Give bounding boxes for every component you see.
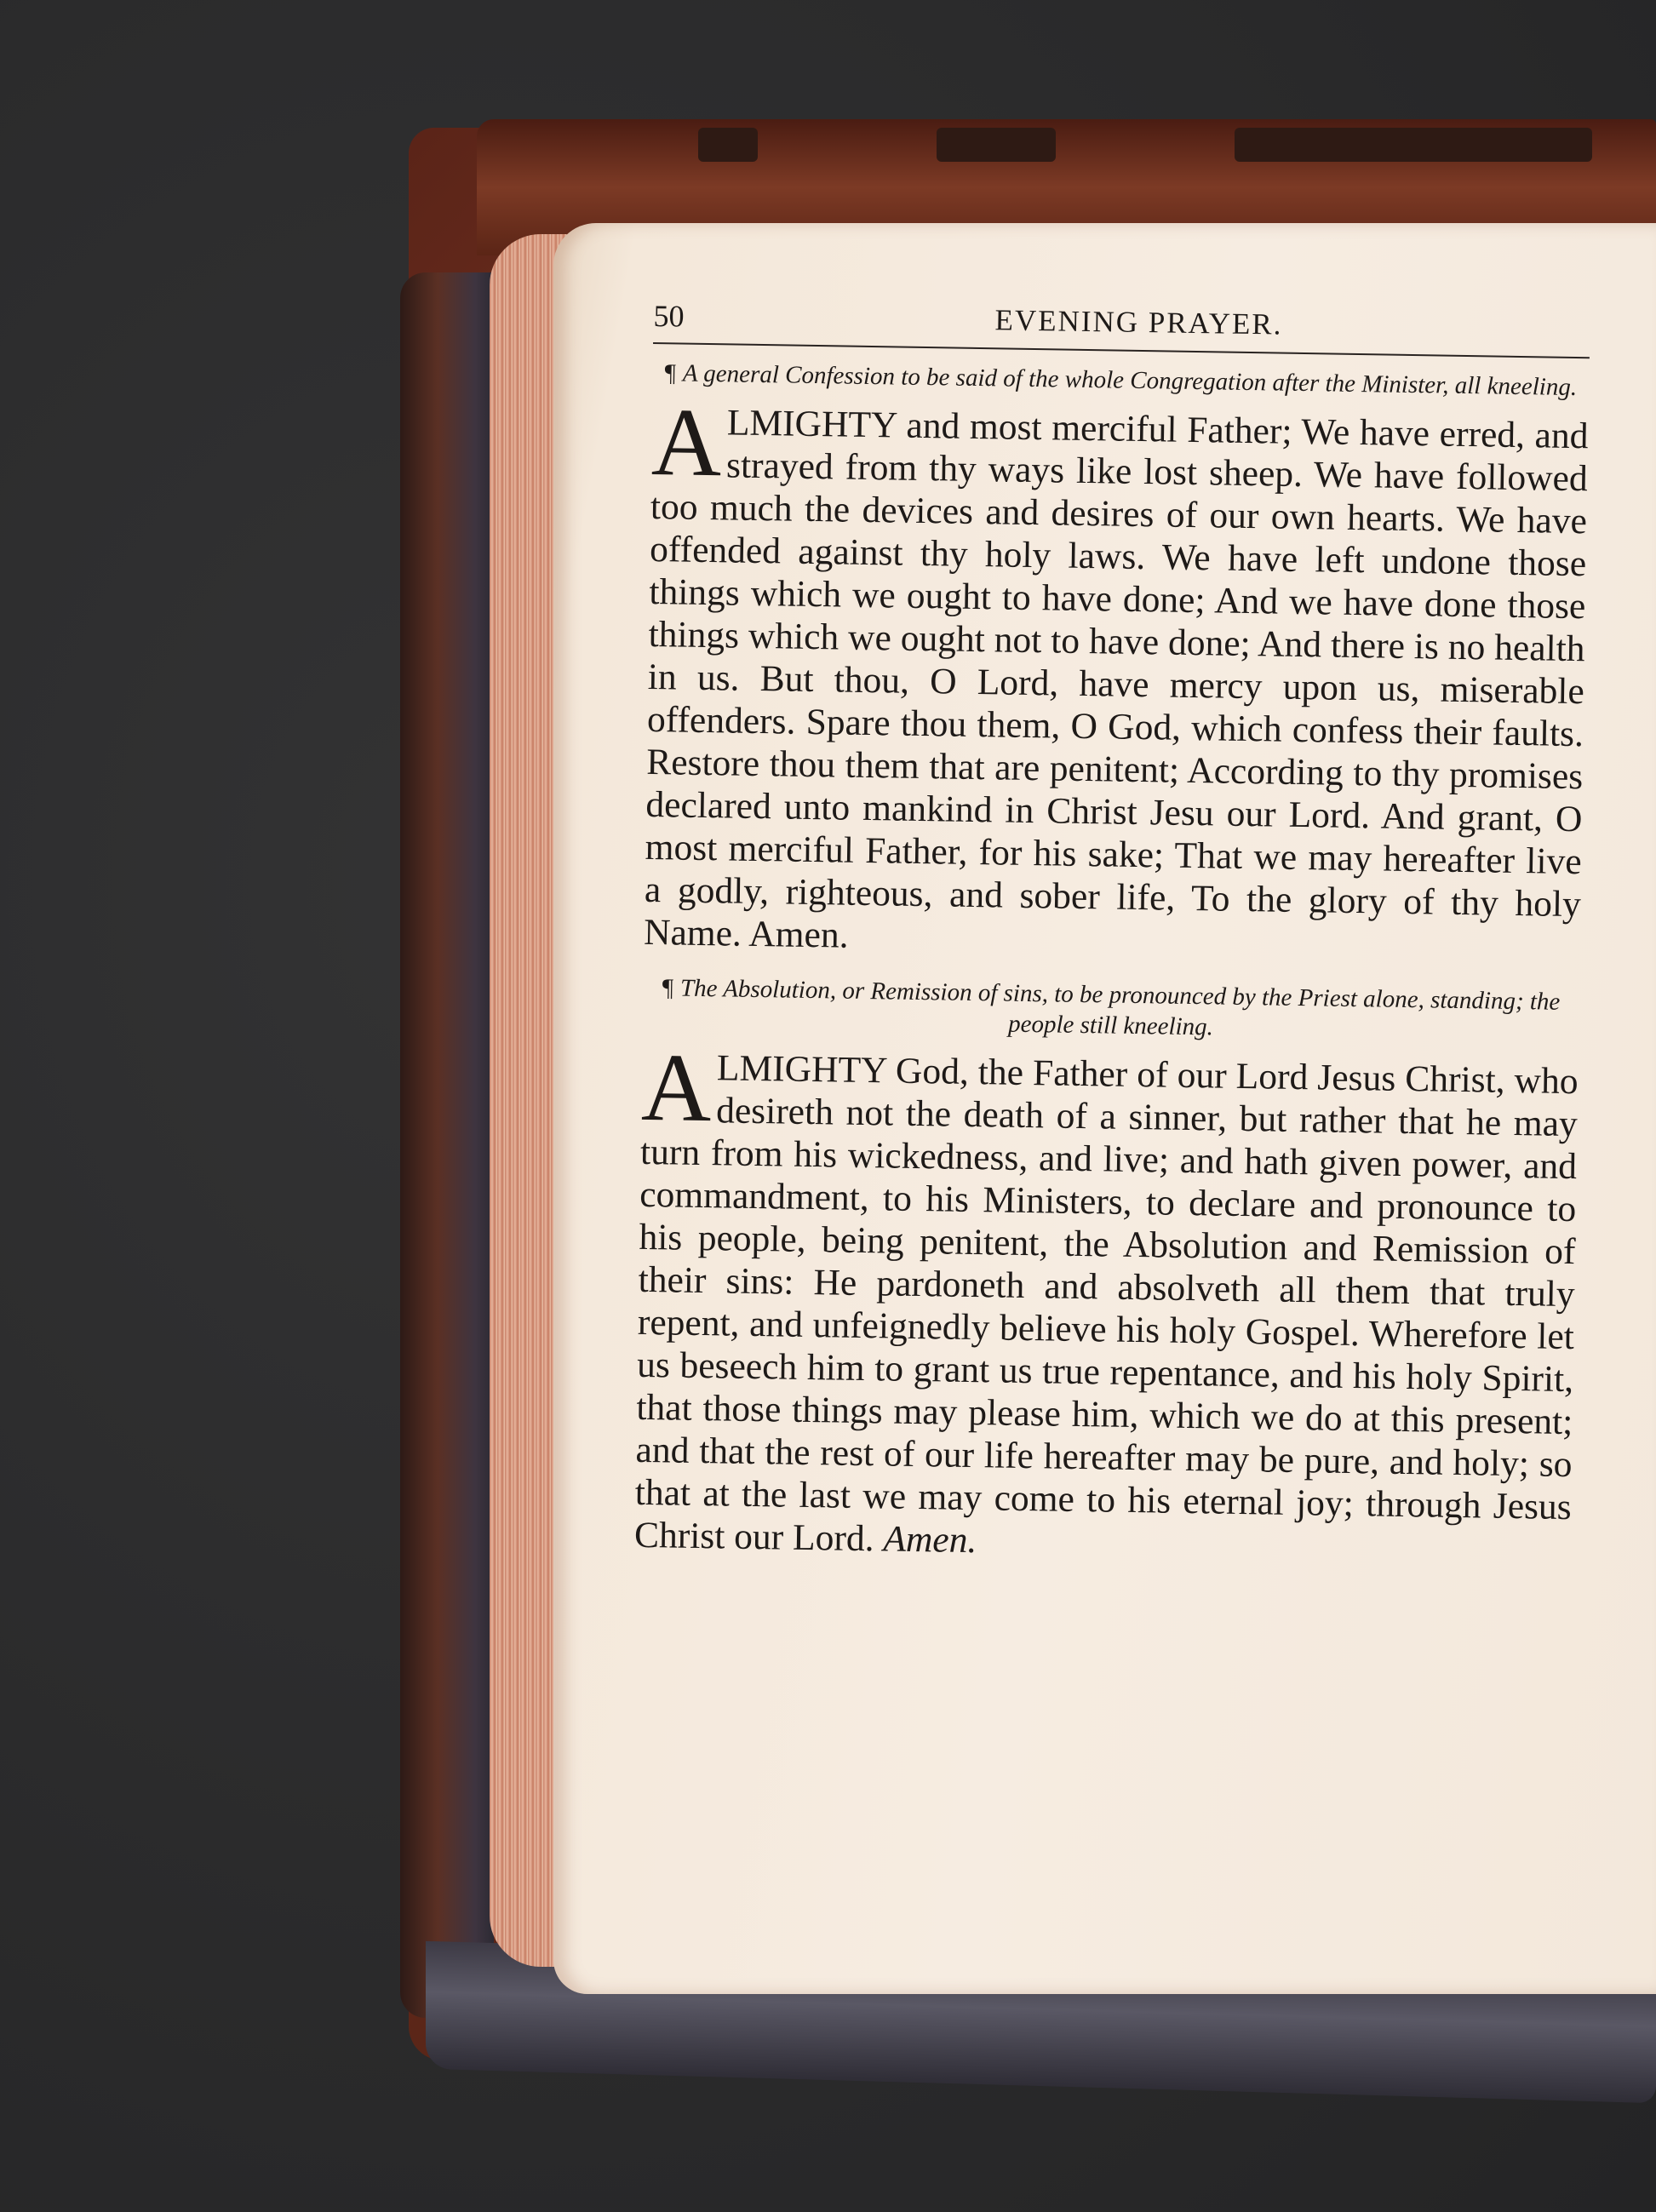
- running-head: [653, 291, 1590, 358]
- page-title: EVENING PRAYER.: [994, 303, 1283, 341]
- binding-tab: [698, 128, 758, 162]
- confession-text: [643, 387, 1589, 968]
- confession-rubric-text: A general Confession to be said of the whole Congregation after the Minister, all kneeling.: [682, 359, 1578, 402]
- absolution-rubric: [642, 972, 1579, 1048]
- absolution-rubric-text: The Absolution, or Remission of sins, to be pronounced by the Priest alone, standing; the people still kneeling.: [679, 974, 1561, 1041]
- amen-word: Amen.: [883, 1518, 977, 1562]
- confession-rubric: [652, 358, 1589, 403]
- page-number: 50: [653, 298, 685, 334]
- confession-body: LMIGHTY and most merciful Father; We have erred, and strayed from thy ways like lost sheep. We have followed too much the devices and desires of our own hearts. We have offended against thy holy laws. We have left undone those things which we ought to have done; And we have done those things which we ought not to have done; And there is no health in us. But thou, O Lord, have mercy upon us, miserable offenders. Spare thou them, O God, which confess their faults. Restore thou them that are penitent; According to thy promises declared unto mankind in Christ Jesu our Lord. And grant, O most merciful Father, for his sake; That we may hereafter live a godly, righteous, and sober life, To the glory of thy holy Name. Amen.: [643, 402, 1589, 956]
- pilcrow-mark: ¶: [664, 359, 677, 387]
- absolution-text: [633, 1032, 1579, 1571]
- pilcrow-mark: ¶: [662, 974, 674, 1002]
- drop-cap: A: [640, 1032, 713, 1143]
- book-page: [553, 223, 1656, 1994]
- absolution-body: LMIGHTY God, the Father of our Lord Jesus Christ, who desireth not the death of a sinner, but rather that he may turn from his wickedness, and live; and hath given power, and commandment, to his Ministers, to declare and pronounce to his people, being penitent, the Absolution and Remission of their sins: He pardoneth and absolveth all them that truly repent, and unfeignedly believe his holy Gospel. Wherefore let us beseech him to grant us true repentance, and his holy Spirit, that those things may please him, which we do at this present; and that the rest of our life hereafter may be pure, and holy; so that at the last we may come to his eternal joy; through Jesus Christ our Lord.: [633, 1047, 1579, 1560]
- binding-tab: [937, 128, 1056, 162]
- drop-cap: A: [650, 387, 723, 497]
- page-content: [634, 291, 1590, 1571]
- binding-spine: [400, 272, 494, 2018]
- binding-tab: [1235, 128, 1592, 162]
